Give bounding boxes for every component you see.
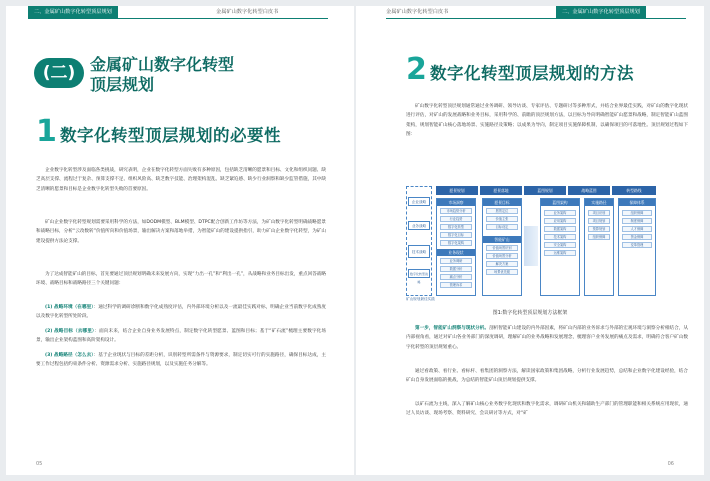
right-header-doc: 金属矿山数字化转型白皮书 — [386, 9, 449, 15]
right-para-3: 以矿石流为主线，深入了解矿山核心业务数字化现状和数字化需求，调研矿山机关和辅助生产部门的管理职能和相关系统应用现状，通过人员访谈、现场考察、资料研究、会议研讨等方式，对“矿 — [406, 402, 688, 417]
section-badge: (二) — [34, 58, 84, 88]
left-page-number: 05 — [36, 461, 43, 467]
right-page — [356, 6, 704, 475]
diagram-item: 价值场景识别 — [486, 245, 518, 251]
diagram-item: 安全架构 — [544, 242, 576, 248]
right-para-2: 通过看政策、看行业、看标杆、看集团的洞察方法，解读国家政策和集团战略，分析行业发展趋势，总结和企业数字化建设经验，结合矿山自身发展面临的挑战，为总结的智能矿山顶层规划提供支撑。 — [406, 369, 688, 384]
left-point-2 — [36, 327, 326, 346]
diagram-item: 价值场景分析 — [486, 253, 518, 259]
right-para-1-text: 剖析智能矿山建设的内外部因素，将矿山内部的业务诉求与外部的宏观环境与洞察分析相结合，从内部视角看，通过对矿山各业务部门的深度调研，理解矿山的业务战略和发展理念，梳理客户业务发展的痛点及需求，明确符合客户矿山数字化转型的顶层规划重心。 — [406, 326, 688, 350]
right-page-number: 06 — [667, 461, 674, 467]
diagram-left-label-2: 业务战略 — [408, 221, 430, 230]
diagram-stage-3: 蓝图规划 — [524, 186, 566, 195]
diagram-item: 资金保障 — [622, 234, 652, 240]
right-para-1 — [406, 324, 688, 352]
col3-title: 蓝图架构 — [541, 199, 579, 206]
diagram-left-label-1: 企业战略 — [408, 197, 430, 206]
diagram-stage-bar — [436, 186, 656, 195]
diagram-item: 运维架构 — [544, 250, 576, 256]
left-sub-number: 1 — [36, 114, 57, 149]
point-2-lead: (2) 战略目标（去哪里） — [45, 329, 95, 334]
diagram-item: 项目规划 — [588, 218, 610, 224]
right-header-rule — [386, 18, 686, 19]
diagram-item: 愿景定位 — [486, 208, 518, 214]
diagram-item: 组织保障 — [588, 234, 610, 240]
planning-framework-diagram — [406, 186, 656, 304]
diagram-item: 价值主张 — [486, 216, 518, 222]
right-intro: 矿山数字化转型顶层规划通常通过业务调研、领导访谈、专家评估、专题研讨等多种形式，并结合业界最佳实践，对矿山的数字化现状进行评估，对矿山的发展战略和业务目标，采用科学的、前瞻的顶层规划方法，以目标为导向明确智能矿山愿景和战略，制定智能矿山蓝图架构，规划智能矿山核心落地场景、实施路径及策略；以成果为导向，制定项目实施保障机制，以确保项目的可落地性。顶层规划过程如下图： — [406, 104, 688, 138]
left-header-doc: 金属矿山数字化转型白皮书 — [216, 9, 279, 15]
point-1-text: ：通过科学的调研诊断和数字化成熟度评估，内外部环境分析以及一流最佳实践对标，明确企业当前数字化成熟度以及数字化转型所处阶段。 — [36, 305, 326, 320]
point-1-lead: (1) 战略环境（在哪里） — [45, 305, 94, 310]
right-sub-title: 数字化转型顶层规划的方法 — [430, 64, 634, 83]
diagram-item: 数字化目标 — [440, 232, 472, 238]
diagram-item: 业务架构 — [544, 210, 576, 216]
diagram-flow-arrow — [524, 226, 538, 266]
diagram-item: 数据分析 — [440, 266, 472, 272]
diagram-item: 管理诉求 — [440, 282, 472, 288]
diagram-item: 市场趋势分析 — [440, 208, 472, 214]
diagram-left-label-4: 数字化转型战略 — [408, 269, 430, 278]
left-header — [6, 6, 354, 18]
col5-title: 保障体系 — [619, 199, 655, 206]
diagram-col3 — [540, 198, 580, 296]
diagram-left-foot: 矿山规划最佳实践 — [406, 297, 435, 301]
diagram-item: 业务调研 — [440, 258, 472, 264]
diagram-item: 预算规划 — [588, 226, 610, 232]
diagram-caption: 图1:数字化转型顶层规划方法框架 — [492, 310, 568, 316]
diagram-item: 制度保障 — [622, 218, 652, 224]
left-para-1: 企业数字化转型涉及面临各类挑战，研究表明，企业在数字化转型方面失败有多种原因，包括缺乏清晰的愿景和目标、文化和组织问题、缺乏高层支撑、流程过于复杂、预算支撑不足、组织风险高、缺乏数字技能、治理架构混乱、缺乏紧迫感、缺少行业洞察和缺少监管措施，其中缺乏清晰的愿景和目标是企业数字化转型失败的首要原因。 — [36, 168, 326, 192]
diagram-stage-5: 转型路线 — [612, 186, 656, 195]
diagram-stage-1: 愿景规划 — [436, 186, 478, 195]
right-header-tag: 二、金属矿山数字化转型顶层规划 — [556, 6, 646, 18]
diagram-item: 痛点分析 — [440, 274, 472, 280]
left-page — [6, 6, 354, 475]
left-para-3: 为了达成智能矿山的目标，首先要通过顶层规划明确未来发展方向，实现“力出一孔”和“利出一孔”，从战略和业务目标出发，重点回答战略环境、战略目标和战略路径三个关键问题： — [36, 272, 326, 287]
left-point-1 — [36, 303, 326, 322]
col2b-title: 智能矿山 — [483, 236, 521, 243]
diagram-item: 数据架构 — [544, 226, 576, 232]
left-header-tag: 二、金属矿山数字化转型顶层规划 — [28, 6, 118, 18]
left-sub-title: 数字化转型顶层规划的必要性 — [60, 126, 281, 145]
diagram-item: 数字化架构 — [440, 240, 472, 246]
left-point-3 — [36, 351, 326, 370]
diagram-stage-2: 愿景落地 — [480, 186, 522, 195]
col1b-title: 业务现状 — [437, 249, 475, 256]
diagram-col1 — [436, 198, 476, 296]
col1-title: 市场洞察 — [437, 199, 475, 206]
point-3-lead: (3) 战略路径（怎么去） — [45, 353, 94, 358]
col4-title: 实施路径 — [585, 199, 613, 206]
diagram-stage-4: 战略蓝图 — [568, 186, 610, 195]
diagram-item: 组织保障 — [622, 210, 652, 216]
left-para-2: 矿山企业数字化转型规划需要采用科学的方法，如DODM模型、BLM模型、DTPC配合创新工作坊等方法，为矿山数字化转型明确战略愿景和战略目标，分析“云改数转”价值所向和价值场景，输出解决方案和落地举措，为智能矿山的建设提供指引，助力矿山企业数字化转型，为矿山建设提供方法论支撑。 — [36, 220, 326, 244]
diagram-item: 场景优先级 — [486, 269, 518, 275]
diagram-item: 数字化转型 — [440, 224, 472, 230]
diagram-item: 项目识别 — [588, 210, 610, 216]
diagram-col5 — [618, 198, 656, 296]
diagram-item: 行业趋势 — [440, 216, 472, 222]
right-sub-number: 2 — [406, 52, 427, 87]
diagram-left-column — [406, 186, 432, 296]
diagram-item: 变革管理 — [622, 242, 652, 248]
left-header-rule — [28, 18, 328, 19]
diagram-left-label-3: 技术战略 — [408, 245, 430, 258]
diagram-item: 技术架构 — [544, 234, 576, 240]
diagram-item: 目标设定 — [486, 224, 518, 230]
diagram-item: 应用架构 — [544, 218, 576, 224]
diagram-col2 — [482, 198, 522, 296]
diagram-item: 解决方案 — [486, 261, 518, 267]
point-2-text: ：面向未来，结合企业自身业务发展特点，制定数字化转型愿景、蓝图和目标；基于“矿石流”梳理主要数字化场景，输出企业架构蓝图和高阶架构设计。 — [36, 329, 326, 344]
section-title-line-2: 顶层规划 — [90, 75, 155, 94]
diagram-col4 — [584, 198, 614, 296]
right-para-1-lead: 第一步，智能矿山洞察与现状分析。 — [415, 326, 490, 331]
col2-title: 愿景目标 — [483, 199, 521, 206]
point-3-text: ：基于企业现状与目标的差距分析，识别转型所需条件与资源要求，制定切实可行的实施路径，确保目标达成，主要工作过程包括约束条件分析、资源需求分析、实施路径规划，以及实施任务分解等。 — [36, 353, 326, 368]
diagram-item: 人才保障 — [622, 226, 652, 232]
section-title-line-1: 金属矿山数字化转型 — [90, 55, 235, 74]
right-header — [356, 6, 704, 18]
